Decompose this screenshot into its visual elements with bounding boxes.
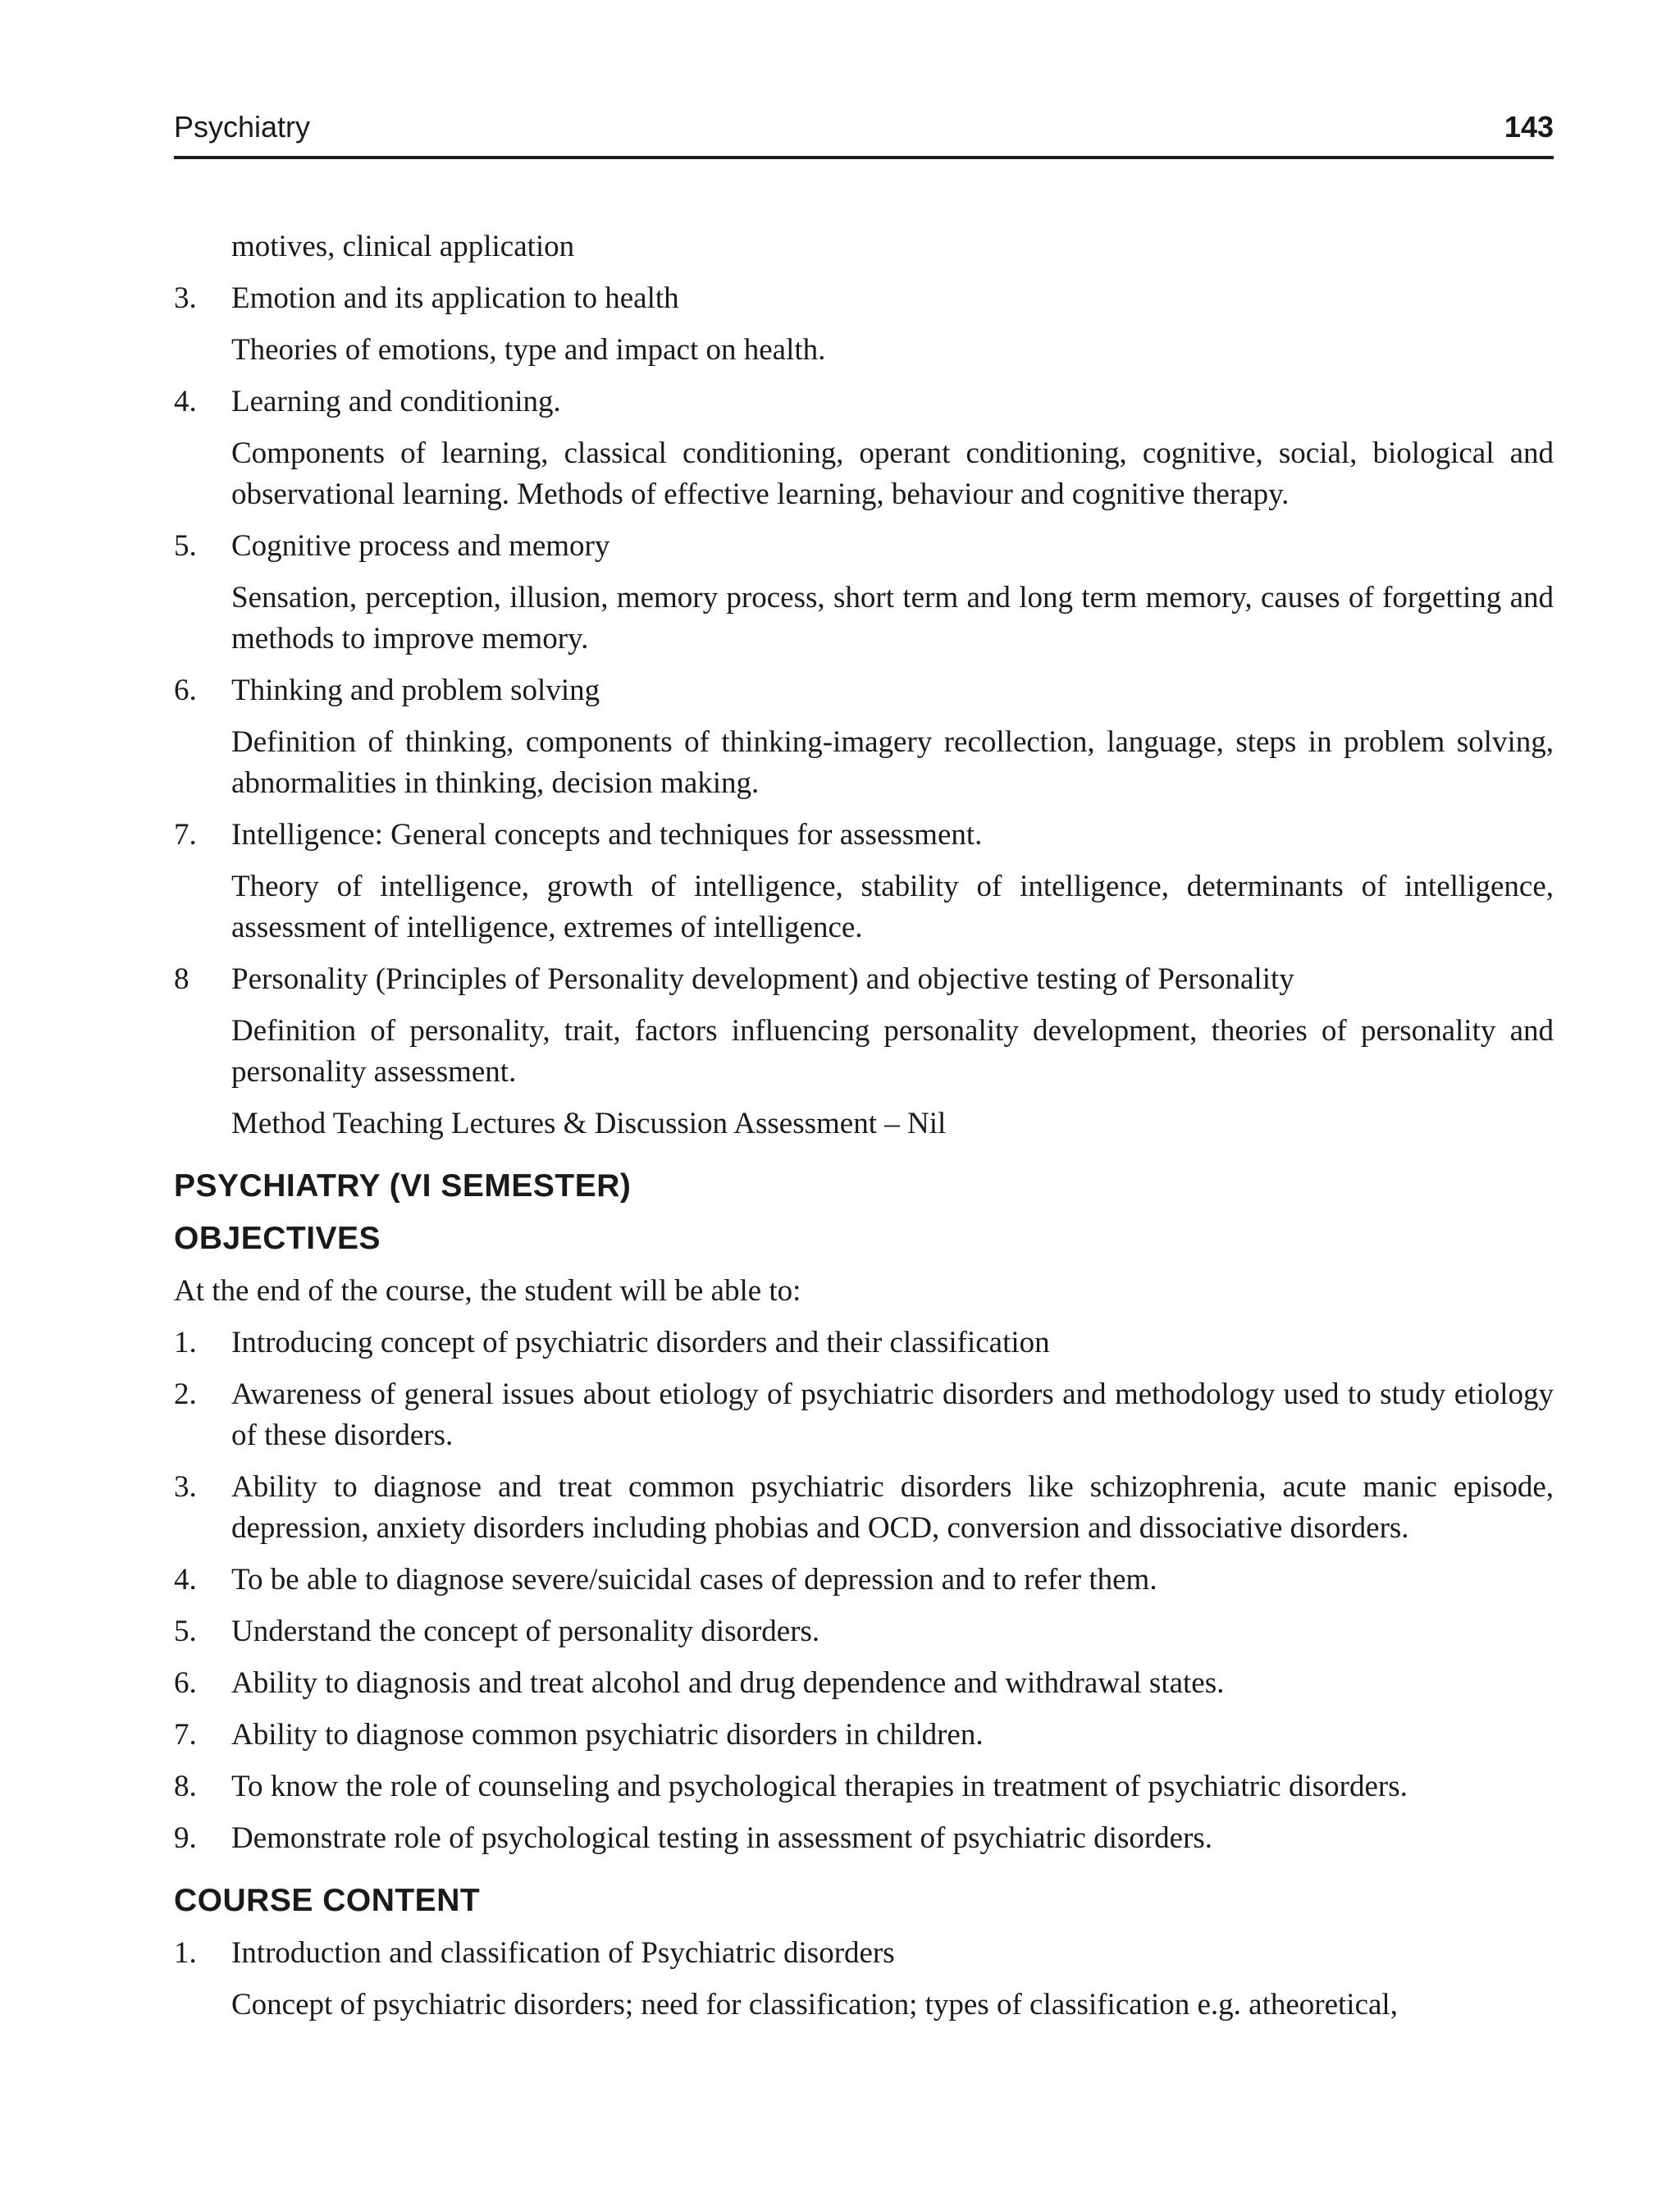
item-number: 1. [174,1936,197,1970]
item-description: Definition of personality, trait, factors influencing personality development, theories of personality and personality assessment. [231,1014,1554,1089]
item-text: Awareness of general issues about etiology of psychiatric disorders and methodology used to study etiology of these disorders. [231,1377,1554,1452]
item-number: 4. [174,1563,197,1597]
item-number: 5. [174,529,197,563]
running-header [174,110,1554,159]
item-number: 2. [174,1377,197,1411]
item-number: 7. [174,818,197,852]
page-number: 143 [1504,110,1554,144]
section-heading-course-content: COURSE CONTENT [174,1883,481,1918]
list-item [174,815,1554,856]
item-title: Emotion and its application to health [231,281,679,315]
item-number: 3. [174,1470,197,1504]
item-number: 3. [174,281,197,315]
item-text: Introducing concept of psychiatric disorders and their classification [231,1326,1050,1359]
item-text: Understand the concept of personality disorders. [231,1615,820,1648]
list-item [174,1818,1554,1859]
item-number: 6. [174,1666,197,1700]
item-text: Ability to diagnose and treat common psychiatric disorders like schizophrenia, acute manic episode, depression, anxiety disorders including phobias and OCD, conversion and dissociative disorders. [231,1470,1554,1545]
item-title: Intelligence: General concepts and techniques for assessment. [231,818,983,852]
item-title: Personality (Principles of Personality development) and objective testing of Personality [231,962,1294,996]
item-description: Theories of emotions, type and impact on health. [231,333,826,367]
list-item [174,1766,1554,1807]
item-text: Demonstrate role of psychological testing in assessment of psychiatric disorders. [231,1821,1213,1855]
list-item [174,959,1554,1000]
list-item [174,1560,1554,1601]
list-item [174,1715,1554,1756]
page-body [174,226,1554,2036]
item-description: Definition of thinking, components of thinking-imagery recollection, language, steps in problem solving, abnormalities in thinking, decision making. [231,725,1554,800]
item-number: 8. [174,1770,197,1803]
item-text: Ability to diagnosis and treat alcohol and drug dependence and withdrawal states. [231,1666,1225,1700]
item-text: To be able to diagnose severe/suicidal cases of depression and to refer them. [231,1563,1157,1597]
item-description: Components of learning, classical conditioning, operant conditioning, cognitive, social, biological and observational learning. Methods of effective learning, behaviour and cognitive therapy. [231,436,1554,511]
item-title: Thinking and problem solving [231,674,600,707]
item-number: 7. [174,1718,197,1752]
item-text: To know the role of counseling and psychological therapies in treatment of psychiatric disorders. [231,1770,1408,1803]
method-note: Method Teaching Lectures & Discussion Assessment – Nil [231,1107,947,1140]
item-number: 4. [174,385,197,418]
list-item [174,1323,1554,1364]
section-heading-objectives: OBJECTIVES [174,1221,381,1256]
item-text: Ability to diagnose common psychiatric disorders in children. [231,1718,984,1752]
section-heading-psychiatry: PSYCHIATRY (VI SEMESTER) [174,1168,632,1204]
item-title: Learning and conditioning. [231,385,561,418]
list-item [174,1933,1554,1974]
item-number: 5. [174,1615,197,1648]
continuation-text: motives, clinical application [231,230,575,263]
item-number: 1. [174,1326,197,1359]
item-title: Cognitive process and memory [231,529,610,563]
item-number: 9. [174,1821,197,1855]
item-description: Concept of psychiatric disorders; need for classification; types of classification e.g. atheoretical, [231,1988,1398,2022]
list-item [174,526,1554,567]
list-item [174,1374,1554,1456]
list-item [174,278,1554,319]
list-item [174,670,1554,711]
item-description: Sensation, perception, illusion, memory process, short term and long term memory, causes of forgetting and methods to improve memory. [231,581,1554,656]
header-title: Psychiatry [174,110,311,144]
item-title: Introduction and classification of Psychiatric disorders [231,1936,895,1970]
objectives-intro: At the end of the course, the student will be able to: [174,1274,801,1308]
item-number: 6. [174,674,197,707]
item-number: 8 [174,962,189,996]
list-item [174,1663,1554,1704]
list-item [174,381,1554,423]
item-description: Theory of intelligence, growth of intelligence, stability of intelligence, determinants of intelligence, assessment of intelligence, extremes of intelligence. [231,870,1554,944]
list-item [174,1467,1554,1549]
list-item [174,1611,1554,1652]
